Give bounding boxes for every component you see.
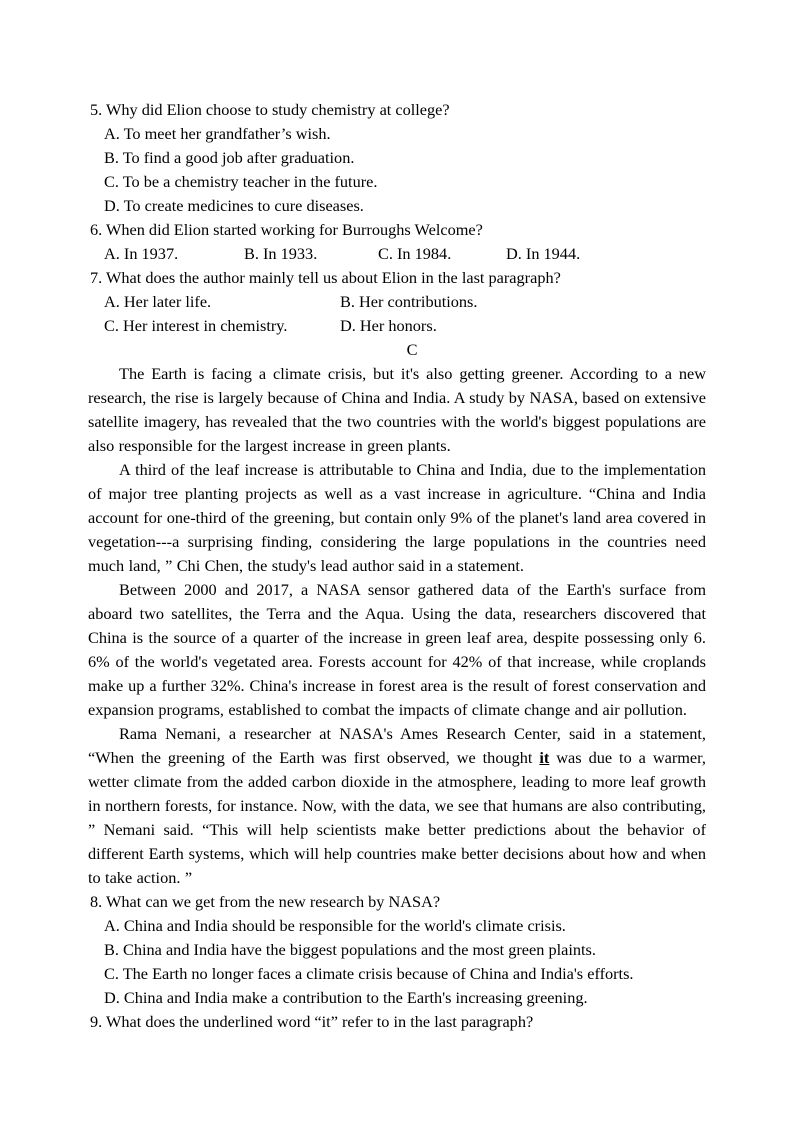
question-5-option-c[interactable]: C. To be a chemistry teacher in the future. <box>104 172 378 191</box>
question-7-stem: 7. What does the author mainly tell us about Elion in the last paragraph? <box>90 268 561 287</box>
passage-section-label: C <box>406 340 418 359</box>
question-9-stem: 9. What does the underlined word “it” refer to in the last paragraph? <box>90 1012 534 1031</box>
question-5-option-a[interactable]: A. To meet her grandfather’s wish. <box>104 124 331 143</box>
question-7-option-c[interactable]: C. Her interest in chemistry. <box>104 316 288 335</box>
question-6-option-a[interactable]: A. In 1937. <box>104 244 179 263</box>
passage-paragraph-2: A third of the leaf increase is attributable to China and India, due to the implementation of major tree planting projects as well as a vast increase in agriculture. “China and India account for one-third of the greening, but contain only 9% of the planet's land area covered in vegetation---a surprising finding, considering the large populations in the countries need much land, ” Chi Chen, the study's lead author said in a statement. <box>88 460 706 575</box>
question-7-options-row-1 <box>104 290 706 314</box>
question-6-option-b[interactable]: B. In 1933. <box>244 244 318 263</box>
question-5-stem: 5. Why did Elion choose to study chemistry at college? <box>90 100 450 119</box>
question-5-option-d[interactable]: D. To create medicines to cure diseases. <box>104 196 364 215</box>
question-5-option-b[interactable]: B. To find a good job after graduation. <box>104 148 355 167</box>
question-block-7 <box>88 266 706 338</box>
content-column <box>88 98 706 1034</box>
question-6-option-c[interactable]: C. In 1984. <box>378 244 452 263</box>
question-8-stem: 8. What can we get from the new research by NASA? <box>90 892 441 911</box>
passage-paragraph-3: Between 2000 and 2017, a NASA sensor gathered data of the Earth's surface from aboard two satellites, the Terra and the Aqua. Using the data, researchers discovered that China is the source of a quarter of the increase in green leaf area, despite possessing only 6. 6% of the world's vegetated area. Forests account for 42% of that increase, while croplands make up a further 32%. China's increase in forest area is the result of forest conservation and expansion programs, established to combat the impacts of climate change and air pollution. <box>88 580 706 719</box>
paragraph-4-text-after: was due to a warmer, wetter climate from the added carbon dioxide in the atmosphere, leading to more leaf growth in northern forests, for instance. Now, with the data, we see that humans are also contributing, ” Nemani said. “This will help scientists make better predictions about the behavior of different Earth systems, which will help countries make better decisions about how and when to take action. ” <box>88 748 706 887</box>
underlined-word-it: it <box>539 748 550 767</box>
question-8-option-b[interactable]: B. China and India have the biggest populations and the most green plaints. <box>104 940 596 959</box>
question-8-option-d[interactable]: D. China and India make a contribution to the Earth's increasing greening. <box>104 988 588 1007</box>
question-8-option-a[interactable]: A. China and India should be responsible for the world's climate crisis. <box>104 916 566 935</box>
question-7-options-row-2 <box>104 314 706 338</box>
question-7-option-b[interactable]: B. Her contributions. <box>340 292 478 311</box>
question-6-stem: 6. When did Elion started working for Burroughs Welcome? <box>90 220 483 239</box>
question-block-8 <box>88 890 706 1010</box>
question-6-option-d[interactable]: D. In 1944. <box>506 244 581 263</box>
passage-paragraph-4 <box>88 722 706 890</box>
question-7-option-a[interactable]: A. Her later life. <box>104 292 212 311</box>
paragraph-4-text-before: Rama Nemani, a researcher at NASA's Ames Research Center, said in a statement, “When the greening of the Earth was first observed, we thought <box>88 724 706 767</box>
question-8-option-c[interactable]: C. The Earth no longer faces a climate crisis because of China and India's efforts. <box>104 964 634 983</box>
question-6-options-row <box>104 242 706 266</box>
question-block-9 <box>88 1010 706 1034</box>
question-block-5 <box>88 98 706 218</box>
question-block-6 <box>88 218 706 266</box>
passage-paragraph-1: The Earth is facing a climate crisis, but it's also getting greener. According to a new research, the rise is largely because of China and India. A study by NASA, based on extensive satellite imagery, has revealed that the two countries with the world's biggest populations are also responsible for the largest increase in green plants. <box>88 364 706 455</box>
question-7-option-d[interactable]: D. Her honors. <box>340 316 437 335</box>
